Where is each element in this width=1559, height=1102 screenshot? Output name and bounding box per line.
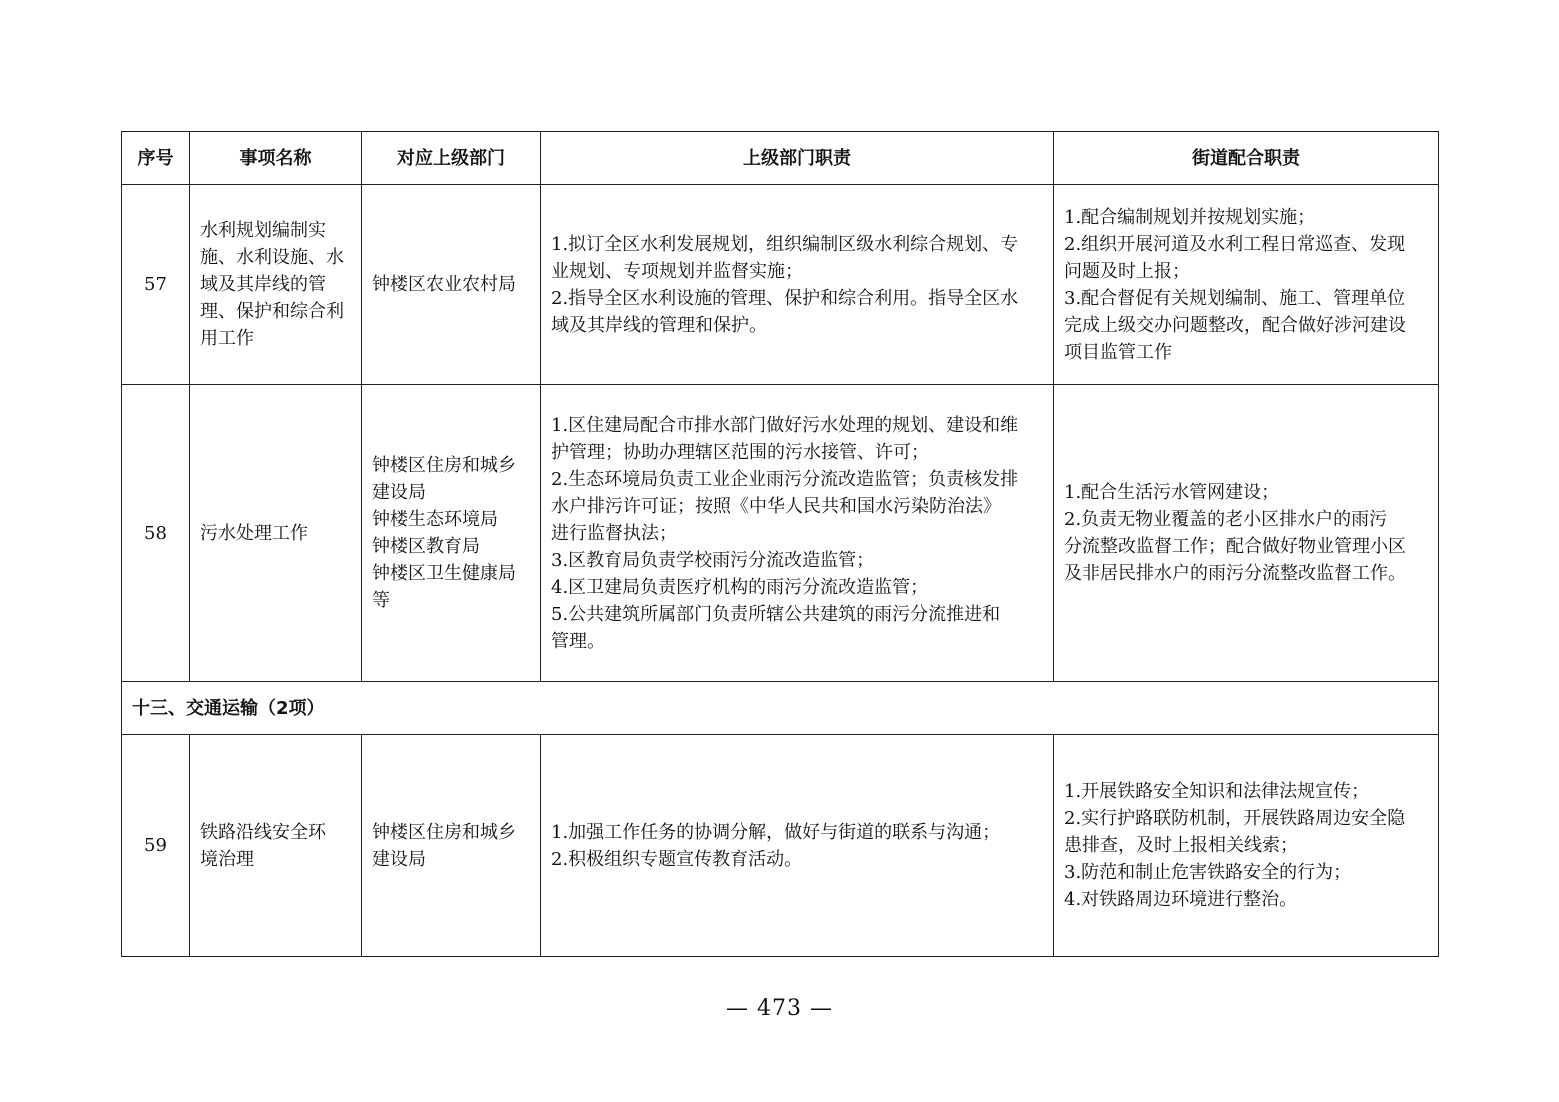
text-line: 钟楼区农业农村局 — [372, 274, 516, 295]
text-line: 理、保护和综合利 — [200, 301, 344, 322]
text-line: 护管理；协助办理辖区范围的污水接管、许可； — [551, 441, 929, 463]
row-item-name — [190, 385, 362, 682]
text-line: 1.配合编制规划并按规划实施； — [1064, 206, 1316, 228]
text-line: 域及其岸线的管 — [200, 274, 326, 295]
header-street-duty: 街道配合职责 — [1054, 132, 1439, 185]
text-line: 钟楼区教育局 — [372, 536, 480, 557]
text-line: 及非居民排水户的雨污分流整改监督工作。 — [1064, 563, 1406, 584]
text-line: 1.拟订全区水利发展规划，组织编制区级水利综合规划、专 — [551, 233, 1019, 255]
text-line: 铁路沿线安全环 — [200, 821, 326, 843]
text-line: 钟楼区住房和城乡 — [372, 455, 516, 476]
text-line: 2.组织开展河道及水利工程日常巡查、发现 — [1064, 233, 1406, 255]
row-street-duty — [1054, 385, 1439, 682]
table-row — [122, 185, 1439, 385]
text-line: 进行监督执法； — [551, 522, 677, 544]
section-row — [122, 682, 1439, 735]
text-line: 2.生态环境局负责工业企业雨污分流改造监管；负责核发排 — [551, 468, 1019, 490]
row-dept — [362, 185, 541, 385]
text-line: 用工作 — [200, 328, 254, 349]
row-dept — [362, 385, 541, 682]
text-line: 钟楼区住房和城乡 — [372, 821, 516, 843]
text-line: 水利规划编制实 — [200, 220, 326, 241]
row-dept-duty — [541, 385, 1054, 682]
table-row — [122, 385, 1439, 682]
text-line: 钟楼区卫生健康局 — [372, 563, 516, 584]
text-line: 2.负责无物业覆盖的老小区排水户的雨污 — [1064, 509, 1388, 530]
row-item-name — [190, 735, 362, 957]
text-line: 完成上级交办问题整改，配合做好涉河建设 — [1064, 314, 1406, 336]
text-line: 2.指导全区水利设施的管理、保护和综合利用。指导全区水 — [551, 287, 1019, 309]
row-street-duty — [1054, 185, 1439, 385]
text-line: 域及其岸线的管理和保护。 — [551, 314, 767, 336]
text-line: 项目监管工作 — [1064, 341, 1172, 363]
text-line: 3.区教育局负责学校雨污分流改造监管； — [551, 549, 875, 571]
text-line: 2.积极组织专题宣传教育活动。 — [551, 848, 803, 870]
text-line: 2.实行护路联防机制，开展铁路周边安全隐 — [1064, 808, 1406, 829]
text-line: 3.配合督促有关规划编制、施工、管理单位 — [1064, 287, 1406, 309]
text-line: 1.区住建局配合市排水部门做好污水处理的规划、建设和维 — [551, 414, 1019, 436]
section-title: 十三、交通运输（2项） — [122, 682, 1439, 735]
text-line: 境治理 — [200, 848, 254, 870]
text-line: 3.防范和制止危害铁路安全的行为； — [1064, 862, 1352, 883]
text-line: 问题及时上报； — [1064, 260, 1190, 282]
row-no: 58 — [122, 385, 190, 682]
text-line: 管理。 — [551, 630, 605, 652]
text-line: 施、水利设施、水 — [200, 247, 344, 268]
header-dept: 对应上级部门 — [362, 132, 541, 185]
text-line: 建设局 — [372, 848, 426, 870]
text-line: 4.对铁路周边环境进行整治。 — [1064, 889, 1298, 910]
text-line: 患排查，及时上报相关线索； — [1064, 835, 1298, 856]
header-item-name: 事项名称 — [190, 132, 362, 185]
text-line: 1.配合生活污水管网建设； — [1064, 482, 1280, 503]
row-dept-duty — [541, 735, 1054, 957]
row-dept-duty — [541, 185, 1054, 385]
row-no: 59 — [122, 735, 190, 957]
duty-table — [121, 131, 1439, 957]
text-line: 业规划、专项规划并监督实施； — [551, 260, 803, 282]
text-line: 5.公共建筑所属部门负责所辖公共建筑的雨污分流推进和 — [551, 603, 1001, 625]
text-line: 建设局 — [372, 482, 426, 503]
row-no: 57 — [122, 185, 190, 385]
text-line: 1.开展铁路安全知识和法律法规宣传； — [1064, 781, 1370, 802]
header-dept-duty: 上级部门职责 — [541, 132, 1054, 185]
page-number: — 473 — — [726, 996, 833, 1021]
row-item-name — [190, 185, 362, 385]
header-row — [122, 132, 1439, 185]
text-line: 分流整改监督工作；配合做好物业管理小区 — [1064, 536, 1406, 557]
header-no: 序号 — [122, 132, 190, 185]
row-street-duty — [1054, 735, 1439, 957]
text-line: 等 — [372, 590, 390, 611]
text-line: 水户排污许可证；按照《中华人民共和国水污染防治法》 — [551, 495, 1001, 517]
text-line: 1.加强工作任务的协调分解，做好与街道的联系与沟通； — [551, 821, 1001, 843]
row-dept — [362, 735, 541, 957]
text-line: 4.区卫建局负责医疗机构的雨污分流改造监管； — [551, 576, 929, 598]
table-row — [122, 735, 1439, 957]
text-line: 污水处理工作 — [200, 522, 308, 544]
text-line: 钟楼生态环境局 — [372, 509, 498, 530]
